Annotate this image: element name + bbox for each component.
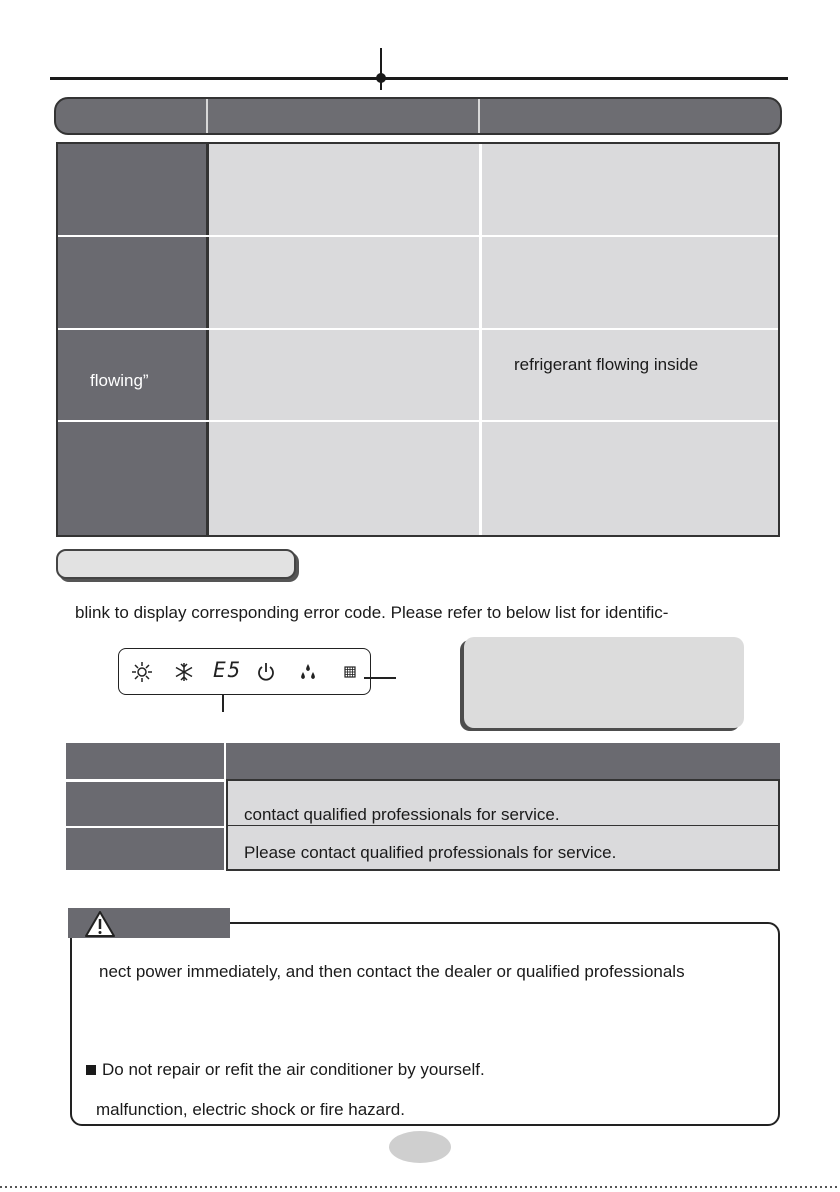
section-tab xyxy=(56,549,296,579)
leader-line xyxy=(364,677,396,679)
warning-icon xyxy=(84,910,116,938)
row3-label: flowing” xyxy=(90,371,149,390)
warning-line: malfunction, electric shock or fire hazard. xyxy=(96,1100,405,1119)
bullet-icon xyxy=(86,1065,96,1075)
page-number-badge xyxy=(389,1131,451,1163)
error-row-text: Please contact qualified professionals for service. xyxy=(244,843,617,862)
header-dot xyxy=(376,73,386,83)
warning-line: nect power immediately, and then contact the dealer or qualified professionals xyxy=(99,962,685,981)
drops-icon xyxy=(297,661,319,683)
header-divider xyxy=(478,99,480,133)
bottom-dotted-line xyxy=(0,1186,840,1188)
header-divider xyxy=(206,99,208,133)
header-rule xyxy=(50,77,788,80)
note-box xyxy=(464,637,744,728)
warning-box xyxy=(70,922,780,1126)
warning-bullet-line xyxy=(86,1060,485,1080)
leader-line xyxy=(222,695,224,712)
troubleshoot-header xyxy=(54,97,782,135)
warning-line: Do not repair or refit the air conditioner by yourself. xyxy=(102,1060,485,1079)
error-code-display: E5 xyxy=(213,658,243,682)
error-code-cell xyxy=(66,782,224,826)
grid-icon xyxy=(339,661,361,683)
row-divider xyxy=(58,328,778,330)
error-row xyxy=(226,826,780,871)
label-column xyxy=(58,144,206,535)
snowflake-icon xyxy=(173,661,195,683)
troubleshoot-table xyxy=(56,142,780,537)
sun-icon xyxy=(131,661,153,683)
warning-tab xyxy=(68,908,230,938)
column-divider xyxy=(479,144,482,535)
error-table-header xyxy=(226,743,780,779)
header-tick xyxy=(380,48,382,90)
error-table-header xyxy=(66,743,224,779)
row-divider xyxy=(58,235,778,237)
error-row xyxy=(226,779,780,827)
error-intro-text: blink to display corresponding error code. Please refer to below list for identific- xyxy=(75,603,669,622)
error-code-cell xyxy=(66,828,224,870)
error-row-text: contact qualified professionals for service. xyxy=(244,805,560,824)
display-panel xyxy=(118,648,371,695)
column-divider xyxy=(206,144,209,535)
power-icon xyxy=(255,661,277,683)
row-divider xyxy=(58,420,778,422)
row3-right-text: refrigerant flowing inside xyxy=(514,355,699,374)
